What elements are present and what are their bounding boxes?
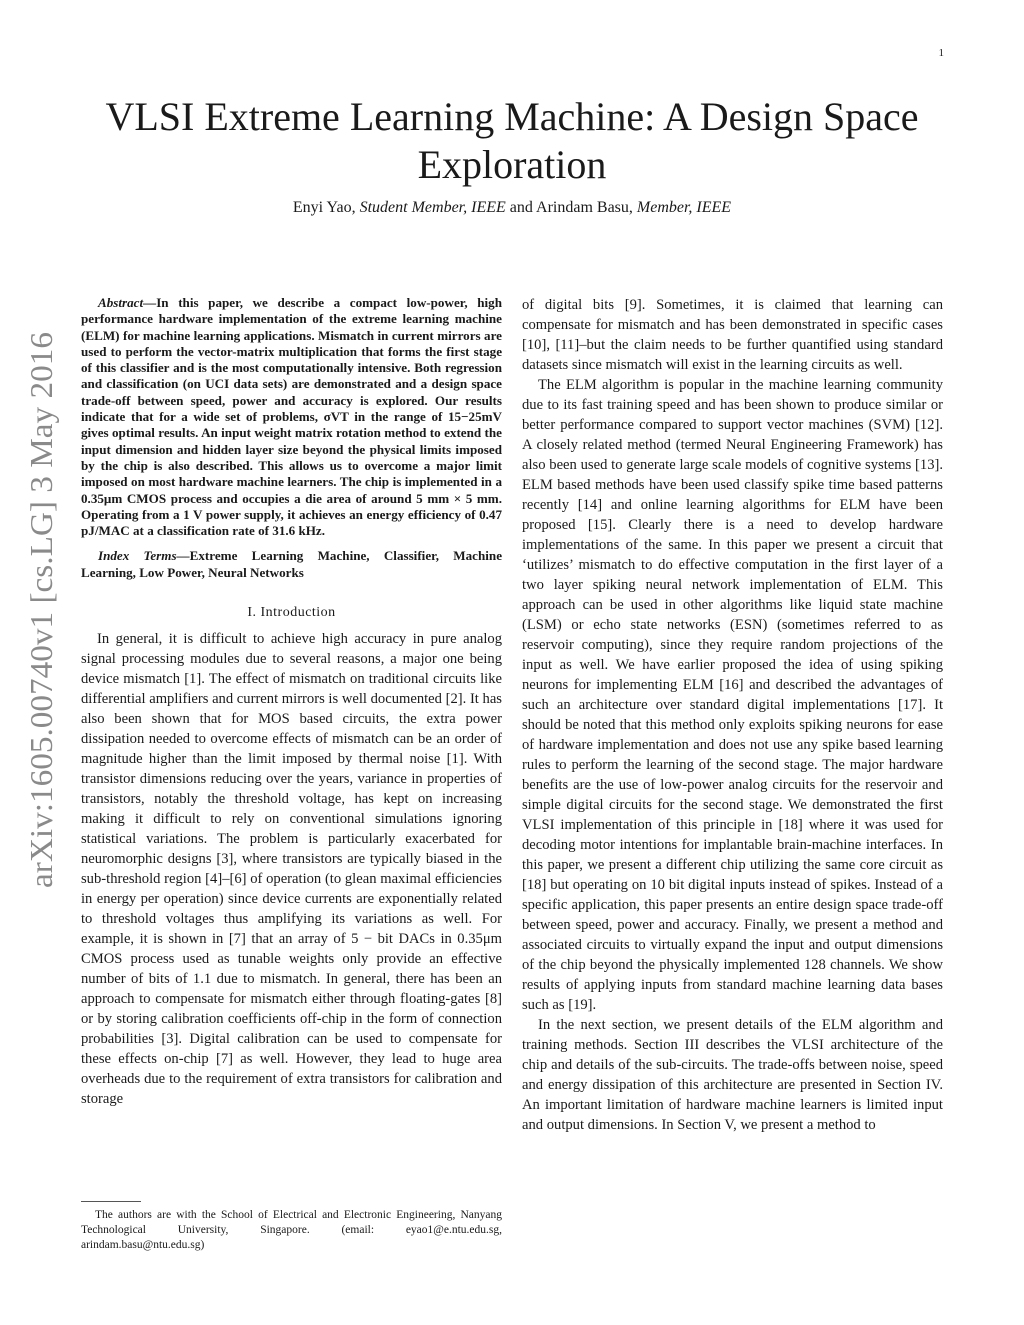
author-1-role: Student Member, IEEE	[359, 199, 506, 216]
footnote-divider	[81, 1201, 141, 1202]
section-heading-introduction: I. Introduction	[247, 605, 336, 621]
title-line-1: VLSI Extreme Learning Machine: A Design Space	[105, 94, 919, 139]
intro-paragraph-1: In general, it is difficult to achieve high accuracy in pure analog signal processing modules due to several reasons, a major one being device mismatch [1]. The effect of mismatch on traditional circuits like differential amplifiers and current mirrors is well documented [2]. It has also been shown that for MOS based circuits, the extra power dissipation needed to overcome effects of mismatch can be an order of magnitude higher than the limit imposed by thermal noise [1]. With transistor dimensions reducing over the years, variance in properties of transistors, notably the threshold voltage, has kept on increasing making it difficult to rely on conventional simulations ignoring statistical variations. The problem is particularly exacerbated for neuromorphic designs [3], where transistors are typically biased in the sub-threshold region [4]–[6] of operation (to glean maximal efficiencies in energy per operation) since device currents are exponentially related to threshold voltages thus amplifying its variations as well. For example, it is shown in [7] that an array of 5 − bit DACs in 0.35μm CMOS process used as tunable weights only provide an effective number of bits of 1.1 due to mismatch. In general, there has been an approach to compensate for mismatch either through floating-gates [8] or by storing calibration coefficients off-chip in the form of connection probabilities [3]. Digital calibration can be used to compensate for these effects on-chip [7] as well. However, they lead to huge area overheads due to the requirement of extra transistors for calibration and storage	[81, 631, 502, 1108]
arxiv-stamp-text: arXiv:1605.00740v1 [cs.LG] 3 May 2016	[24, 361, 59, 888]
title-line-2: Exploration	[417, 142, 607, 187]
author-1: Enyi Yao,	[292, 199, 356, 216]
right-paragraph-3: In the next section, we present details of the ELM algorithm and training methods. Section III describes the VLSI architecture of the chip and details of the sub-circuits. The trade-offs between noise, speed and energy dissipation of this architecture are presented in Section IV. An important limitation of hardware machine learners is limited input and output dimensions. In Section V, we present a method to	[522, 1017, 943, 1133]
author-line	[70, 199, 954, 217]
abstract	[81, 295, 502, 539]
right-paragraph-1: of digital bits [9]. Sometimes, it is claimed that learning can compensate for mismatch and has been demonstrated in specific cases [10], [11]–but the claim needs to be further quantified using standard datasets since mismatch will exist in the learning circuits as well.	[522, 297, 943, 373]
abstract-text: In this paper, we describe a compact low-power, high performance hardware implementation of the extreme learning machine (ELM) for machine learning applications. Mismatch in current mirrors are used to perform the vector-matrix multiplication that forms the first stage of this classifier and is the most computationally intensive. Both regression and classification (on UCI data sets) are demonstrated and a design space trade-off between speed, power and accuracy is explored. Our results indicate that for a wide set of problems, σVT in the range of 15−25mV gives optimal results. An input weight matrix rotation method to extend the input dimension and hidden layer size beyond the physical limits imposed by the chip is also described. This allows us to overcome a major limit imposed on most hardware machine learners. The chip is implemented in a 0.35μm CMOS process and occupies a die area of around 5 mm × 5 mm. Operating from a 1 V power supply, it achieves an energy efficiency of 0.47 pJ/MAC at a classification rate of 31.6 kHz.	[81, 295, 502, 539]
index-terms-lead: Index Terms—	[98, 548, 190, 564]
paper-title	[70, 93, 954, 189]
right-paragraph-2: The ELM algorithm is popular in the machine learning community due to its fast training speed and has been shown to produce similar or better performance compared to support vector machines (SVM) [12]. A closely related method (termed Neural Engineering Framework) has also been used to generate large scale models of cognitive systems [13]. ELM based methods have been used classify spike time based patterns recently [14] and online learning algorithms for ELM have been proposed [15]. Clearly there is a need to develop hardware implementations of the same. In this paper we present a circuit that ‘utilizes’ mismatch to do effective computation in the first layer of a two layer spiking neural network implementation of ELM. This approach can be used in other algorithms like liquid state machine (LSM) or echo state networks (ESN) (sometimes referred to as reservoir computing), since they require random projections of the input as well. We have earlier proposed the idea of using spiking neurons for implementing ELM [16] and described the advantages of such an architecture over standard digital implementations [17]. It should be noted that this method only exploits spiking neurons for ease of hardware implementation and does not use any spike based learning rules to perform the learning of the second stage. The major hardware benefits are the use of low-power analog circuits for the reservoir and simple digital circuits for the second stage. We demonstrated the first VLSI implementation of this principle in [18] where it was used for decoding motor intentions for implantable brain-machine interfaces. In this paper, we present a different chip utilizing the same core circuit as [18] but operating on 10 bit digital inputs instead of spikes. Instead of a specific application, this paper presents an entire design space trade-off between speed, power and accuracy. Finally, we present a method and associated circuits to virtually expand the input and output dimensions of the chip beyond the physically implemented 128 channels. We show results of applying inputs from standard machine learning data bases such as [19].	[522, 377, 943, 1013]
arxiv-stamp	[22, 330, 62, 890]
index-terms	[81, 548, 502, 581]
author-footnote: The authors are with the School of Electrical and Electronic Engineering, Nanyang Technological University, Singapore. (email: eyao1@e.ntu.edu.sg, arindam.basu@ntu.edu.sg)	[81, 1209, 502, 1251]
author-2-role: Member, IEEE	[636, 199, 732, 216]
left-column	[81, 295, 502, 1109]
author-conj: and	[509, 199, 533, 216]
author-2: Arindam Basu,	[536, 199, 633, 216]
abstract-lead: Abstract—	[98, 295, 157, 310]
right-column	[522, 295, 943, 1135]
index-terms-text: Extreme Learning Machine, Classifier, Machine Learning, Low Power, Neural Networks	[81, 548, 503, 580]
page-number: 1	[938, 47, 944, 59]
